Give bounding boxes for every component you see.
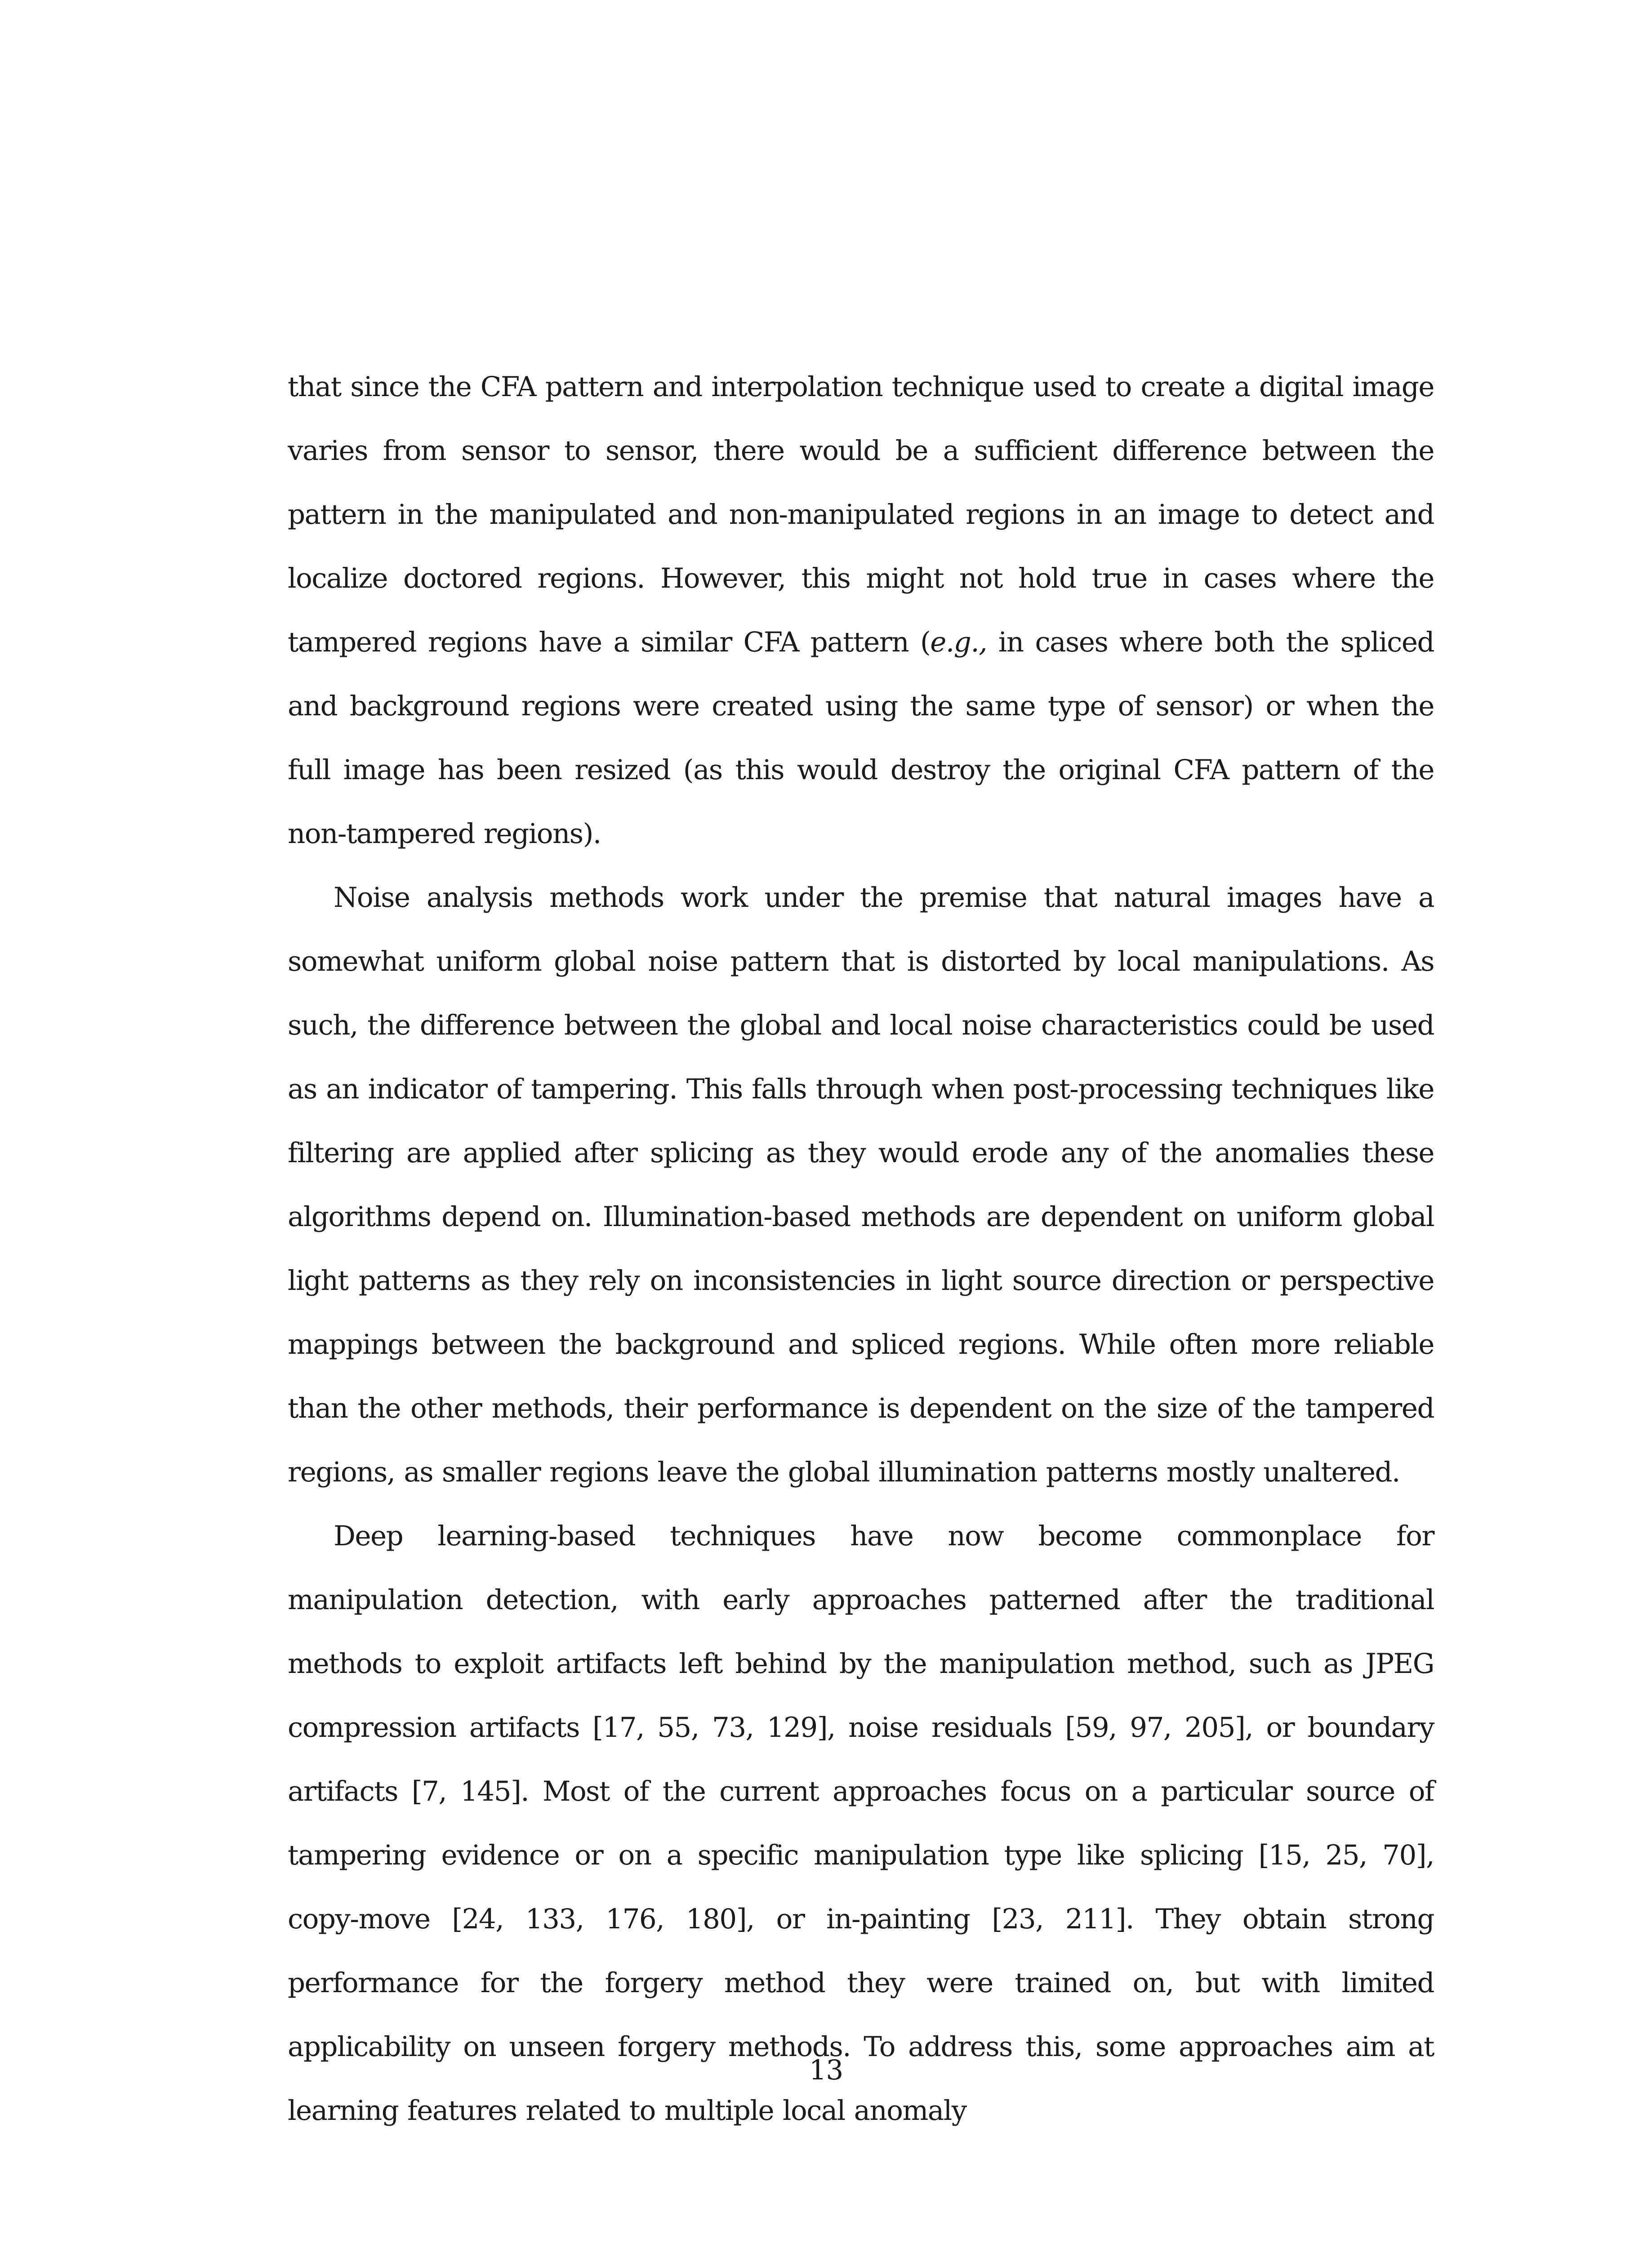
paragraph-text-segment: that since the CFA pattern and interpolation technique used to create a digital image varies from sensor to sensor, there would be a sufficient difference between the pattern in the manipulated and non-manipulated regions in an image to detect and localize doctored regions. However, this might not hold true in cases where the tampered regions have a similar CFA pattern ( xyxy=(288,371,1434,658)
page-number: 13 xyxy=(809,2054,843,2086)
paragraph-noise-illumination: Noise analysis methods work under the premise that natural images have a somewhat uniform global noise pattern that is distorted by local manipulations. As such, the difference between the global and local noise characteristics could be used as an indicator of tampering. This falls through when post-processing techniques like filtering are applied after splicing as they would erode any of the anomalies these algorithms depend on. Illumination-based methods are dependent on uniform global light patterns as they rely on inconsistencies in light source direction or perspective mappings between the background and spliced regions. While often more reliable than the other methods, their performance is dependent on the size of the tampered regions, as smaller regions leave the global illumination patterns mostly unaltered. xyxy=(288,882,1434,1488)
paragraph-cfa-limitations xyxy=(288,355,1434,866)
page-body xyxy=(288,355,1434,2143)
paragraph-text-segment: in cases where both the spliced and background regions were created using the same type of sensor) or when the full image has been resized (as this would destroy the original CFA pattern of the non-tampered regions). xyxy=(288,626,1434,850)
eg-abbreviation: e.g., xyxy=(930,626,987,658)
paragraph-deep-learning: Deep learning-based techniques have now become commonplace for manipulation detection, with early approaches patterned after the traditional methods to exploit artifacts left behind by the manipulation method, such as JPEG compression artifacts [17, 55, 73, 129], noise residuals [59, 97, 205], or boundary artifacts [7, 145]. Most of the current approaches focus on a particular source of tampering evidence or on a specific manipulation type like splicing [15, 25, 70], copy-move [24, 133, 176, 180], or in-painting [23, 211]. They obtain strong performance for the forgery method they were trained on, but with limited applicability on unseen forgery methods. To address this, some approaches aim at learning features related to multiple local anomaly xyxy=(288,1520,1434,2127)
